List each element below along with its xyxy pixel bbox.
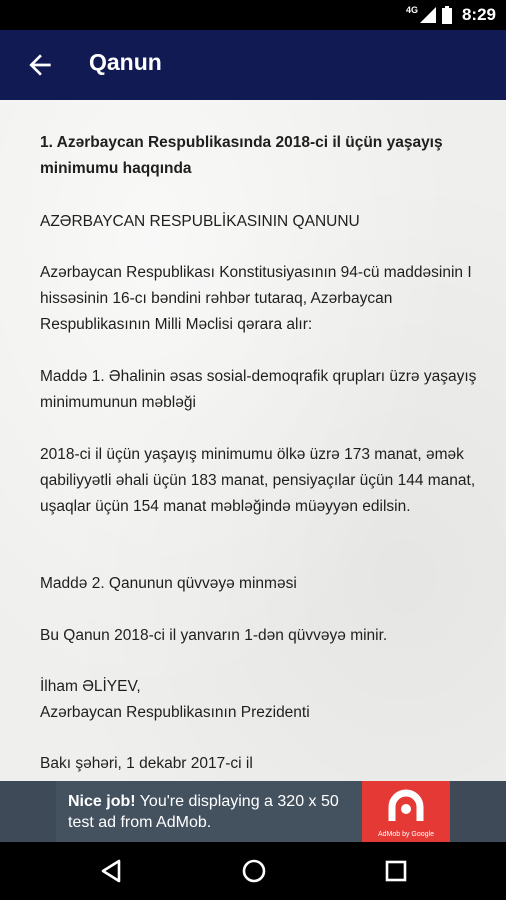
back-triangle-icon[interactable] bbox=[97, 856, 127, 886]
document-content[interactable] bbox=[0, 100, 506, 781]
home-circle-icon[interactable] bbox=[239, 856, 269, 886]
ad-banner[interactable] bbox=[0, 781, 506, 842]
document-paragraph: Maddə 1. Əhalinin əsas sosial-demoqrafik qrupları üzrə yaşayış minimumunun məbləği bbox=[40, 368, 477, 411]
ad-body: You're displaying a 320 x 50 test ad from AdMob. bbox=[68, 793, 339, 831]
status-bar bbox=[0, 0, 506, 30]
document-paragraph: AZƏRBAYCAN RESPUBLİKASININ QANUNU bbox=[40, 213, 360, 230]
document-paragraph: Azərbaycan Respublikası Konstitusiyasının 94-cü maddəsinin I hissəsinin 16-cı bəndini rəhbər tutaraq, Azərbaycan Respublikasının Milli Məclisi qərara alır: bbox=[40, 264, 472, 333]
status-time: 8:29 bbox=[461, 5, 496, 24]
document-paragraph: Bu Qanun 2018-ci il yanvarın 1-dən qüvvəyə minir. bbox=[40, 627, 388, 644]
page-title: Qanun bbox=[89, 49, 162, 75]
document-paragraph: 2018-ci il üçün yaşayış minimumu ölkə üzrə 173 manat, əmək qabiliyyətli əhali üçün 183 manat, pensiyaçılar üçün 144 manat, uşaqlar üçün 154 manat məbləğində müəyyən edilsin. bbox=[40, 446, 476, 515]
ad-logo-caption: AdMob by Google bbox=[377, 831, 435, 838]
arrow-left-icon[interactable] bbox=[24, 49, 56, 81]
status-icons bbox=[406, 5, 496, 25]
ad-content[interactable] bbox=[56, 781, 450, 842]
app-bar bbox=[0, 30, 506, 100]
battery-icon bbox=[442, 6, 452, 24]
document-title: 1. Azərbaycan Respublikasında 2018-ci il üçün yaşayış minimumu haqqında bbox=[40, 134, 443, 177]
recents-square-icon[interactable] bbox=[381, 856, 411, 886]
ad-logo-tile[interactable] bbox=[362, 781, 450, 842]
document-paragraph: Maddə 2. Qanunun qüvvəyə minməsi bbox=[40, 575, 297, 592]
document-paragraph: Bakı şəhəri, 1 dekabr 2017-ci il bbox=[40, 755, 253, 772]
navigation-bar bbox=[0, 842, 506, 900]
network-type-label: 4G bbox=[405, 5, 418, 15]
ad-text bbox=[68, 791, 358, 833]
admob-logo-icon bbox=[386, 787, 426, 825]
signature-block: İlham ƏLİYEV, Azərbaycan Respublikasının Prezidenti bbox=[40, 678, 310, 721]
signal-icon bbox=[420, 7, 436, 23]
ad-headline: Nice job! bbox=[68, 793, 136, 810]
